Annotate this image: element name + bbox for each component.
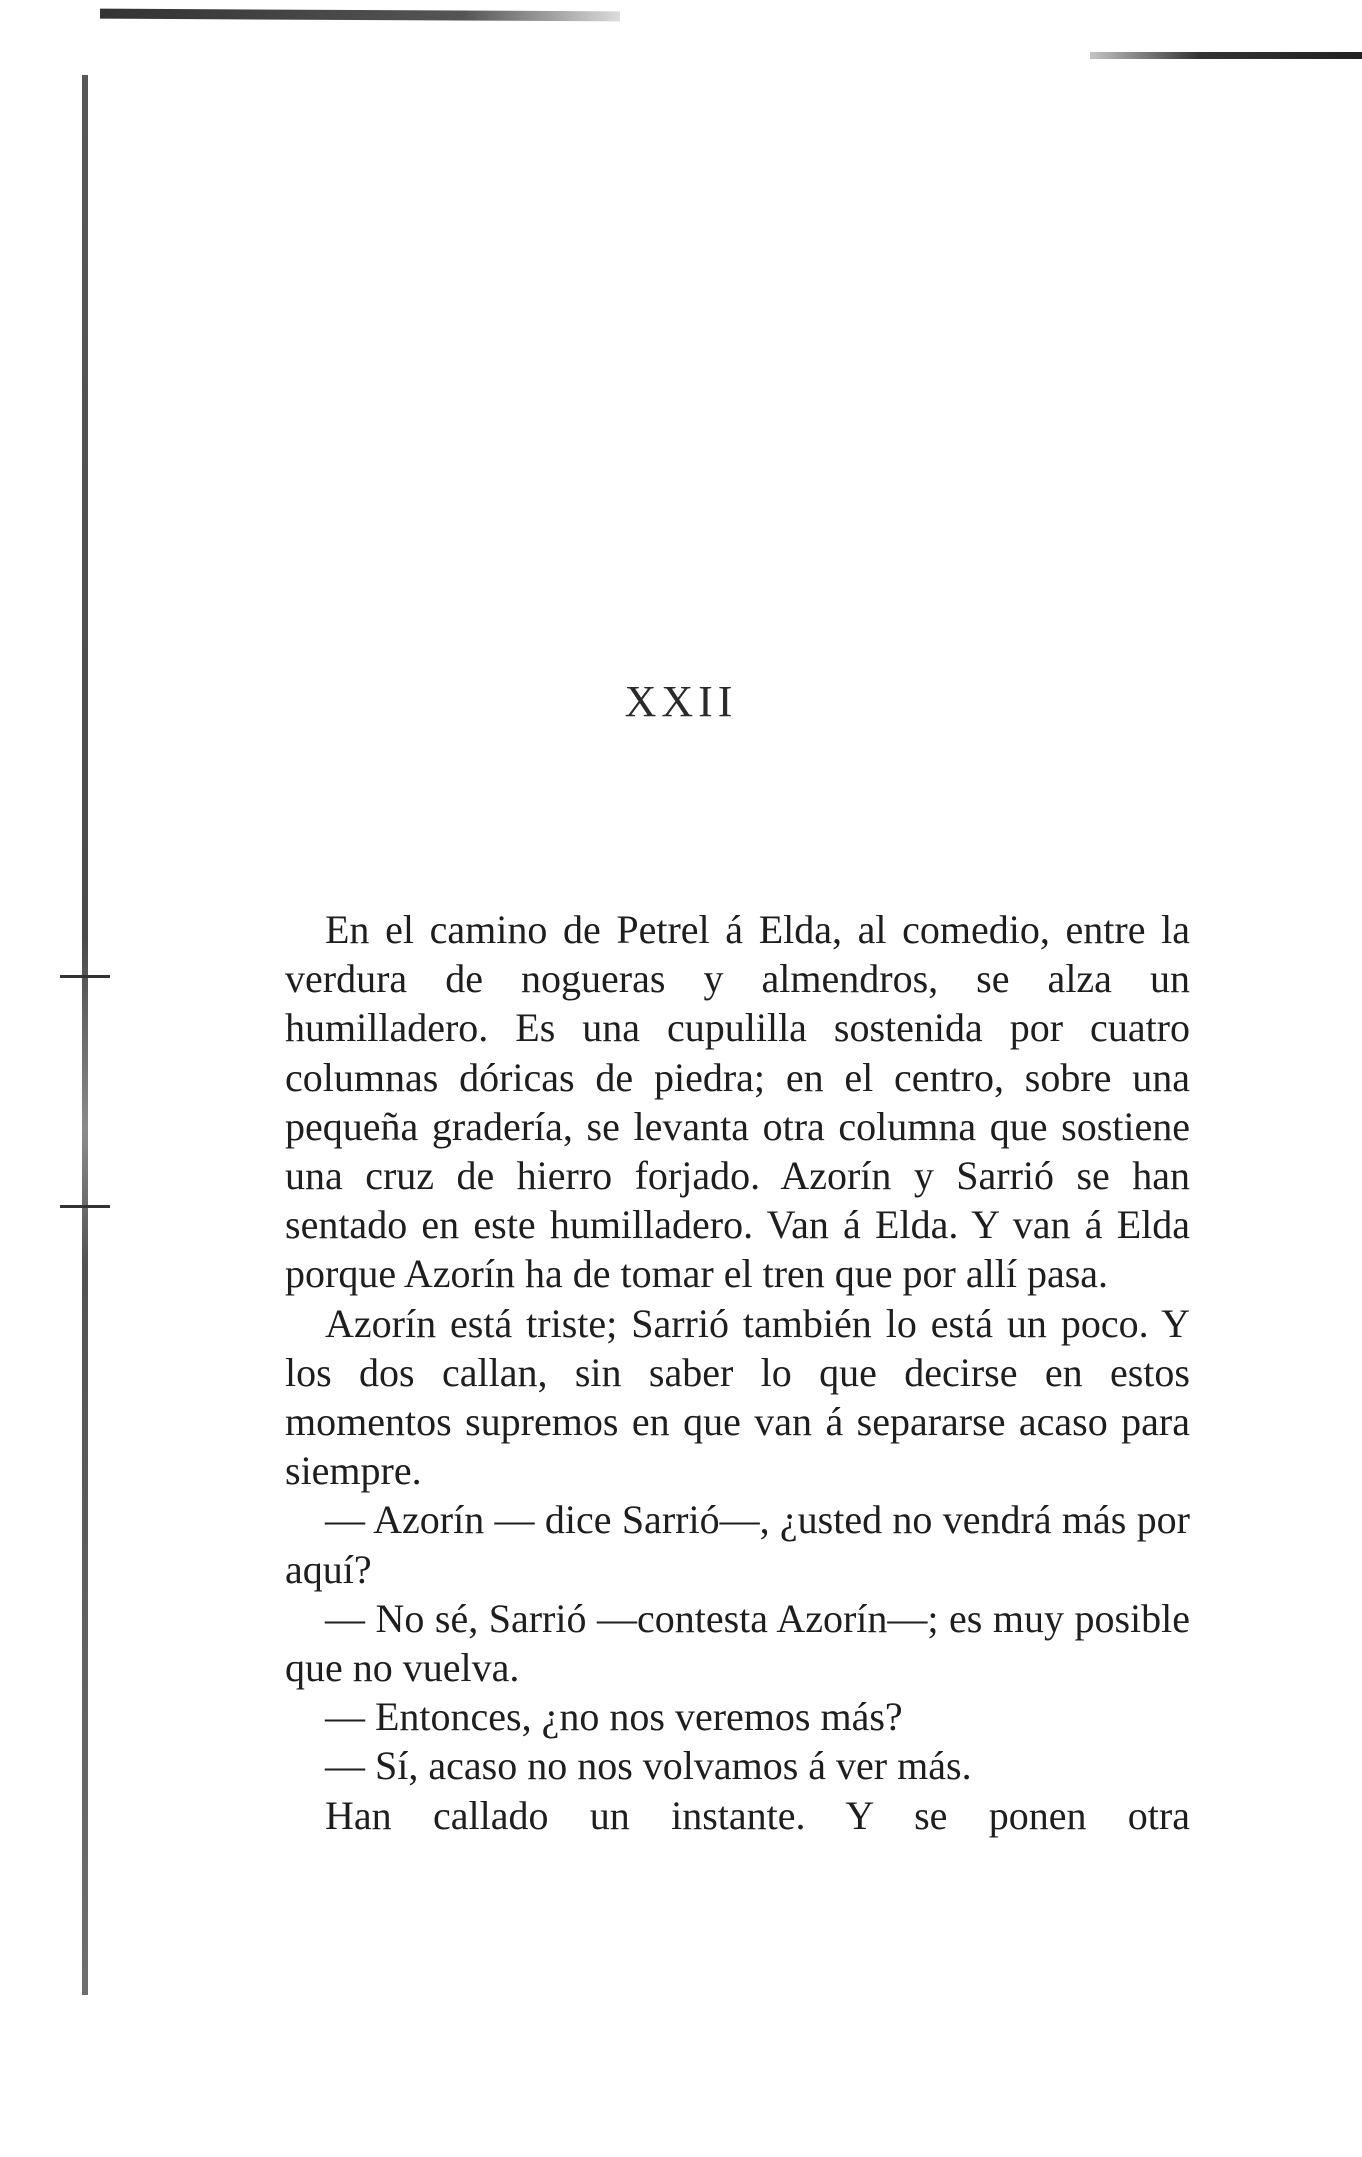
paragraph: En el camino de Petrel á Elda, al comedio, entre la verdura de nogueras y almendros, se alza un humilladero. Es una cupulilla sostenida por cuatro columnas dóricas de piedra; en el centro, sobre una pequeña gradería, se levanta otra columna que sostiene una cruz de hierro forjado. Azorín y Sarrió se han sentado en este humilladero. Van á Elda. Y van á Elda porque Azorín ha de tomar el tren que por allí pasa. — [285, 907, 1190, 1297]
scan-edge-artifact-top-left — [100, 9, 620, 22]
paragraph: Azorín está triste; Sarrió también lo está un poco. Y los dos callan, sin saber lo que decirse en estos momentos supremos en que van á separarse acaso para siempre. — [285, 1300, 1190, 1494]
paragraph: Han callado un instante. Y se ponen otra — [325, 1792, 1190, 1838]
binding-mark — [60, 975, 110, 978]
chapter-body — [285, 905, 1190, 1840]
dialogue-line: — No sé, Sarrió —contesta Azorín—; es muy posible que no vuelva. — [285, 1595, 1190, 1691]
chapter-heading: XXII — [624, 677, 738, 726]
dialogue-line: — Sí, acaso no nos volvamos á ver más. — [325, 1743, 972, 1789]
binding-mark — [60, 1205, 110, 1208]
scan-edge-artifact-top-right — [1090, 52, 1362, 59]
page-binding-edge — [82, 75, 88, 1995]
dialogue-line: — Entonces, ¿no nos veremos más? — [325, 1694, 903, 1740]
dialogue-line: — Azorín — dice Sarrió—, ¿usted no vendrá más por aquí? — [285, 1497, 1190, 1592]
